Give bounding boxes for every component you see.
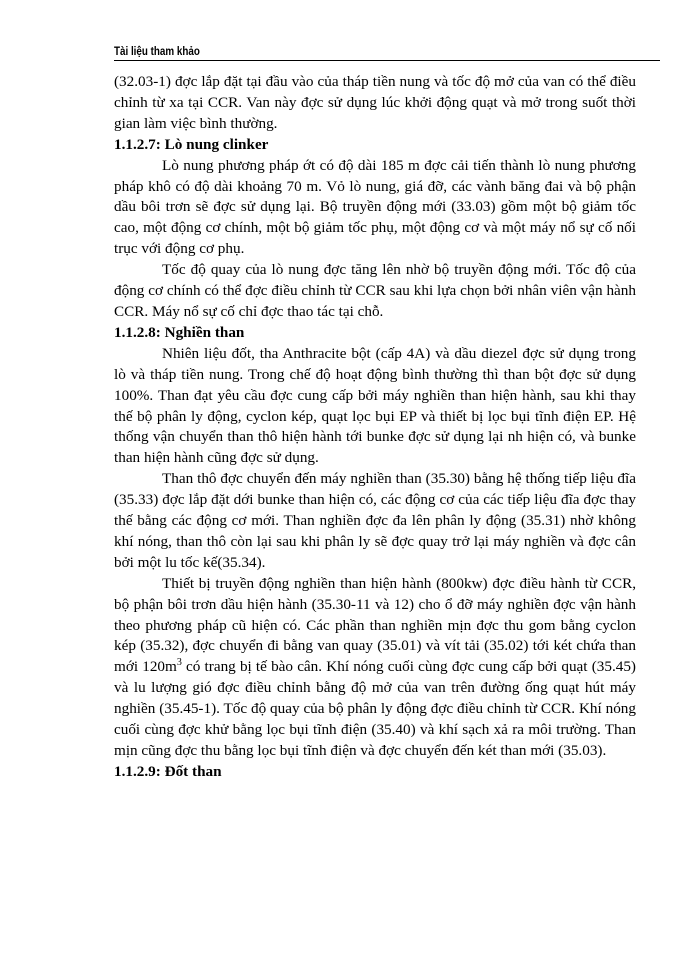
header-title: Tài liệu tham khảo: [114, 44, 200, 58]
section-heading-coal-grinding: 1.1.2.8: Nghiền than: [114, 323, 245, 341]
paragraph-6: [114, 574, 636, 762]
paragraph-6-part-1: Thiết bị truyền động nghiền than hiện hành (800kw) đợc điều hành từ CCR, bộ phận bôi trơn dầu hiện hành (35.30-11 và 12) cho ổ đỡ máy nghiền đợc vận hành theo phương pháp cũ hiện có. Các phần than nghiền mịn đợc thu gom bằng cyclon kép (35.32), đợc chuyển đi bằng van quay (35.01) và vít tải (35.02) tới két chứa than mới 120m: [114, 574, 636, 676]
paragraph-2: Lò nung phương pháp ớt có độ dài 185 m đợc cải tiến thành lò nung phương pháp khô có độ dài khoảng 70 m. Vỏ lò nung, giá đỡ, các vành băng đai và bộ phận dầu bôi trơn sẽ đợc sử dụng lại. Bộ truyền động mới (33.03) gồm một bộ giảm tốc cao, một động cơ chính, một bộ giảm tốc phụ, một động cơ và một máy nổ sự cố nối trục với động cơ phụ.: [114, 156, 636, 258]
section-heading-kiln: 1.1.2.7: Lò nung clinker: [114, 135, 269, 153]
section-heading-coal-burning: 1.1.2.9: Đốt than: [114, 762, 222, 780]
paragraph-1: (32.03-1) đợc lắp đặt tại đầu vào của tháp tiền nung và tốc độ mở của van có thể điều chỉnh từ xa tại CCR. Van này đợc sử dụng lúc khởi động quạt và mở trong suốt thời gian làm việc bình thường.: [114, 73, 636, 132]
paragraph-5: Than thô đợc chuyển đến máy nghiền than (35.30) bằng hệ thống tiếp liệu đĩa (35.33) đợc lắp đặt dới bunke than hiện có, các động cơ của các tiếp liệu đĩa đợc thay thế bằng các động cơ mới. Than nghiền đợc đa lên phân ly động (35.31) nhờ không khí nóng, than thô còn lại sau khi phân ly sẽ đợc quay trở lại máy nghiền và đợc cân bởi một lu tốc kế(35.34).: [114, 470, 636, 571]
paragraph-4: Nhiên liệu đốt, tha Anthracite bột (cấp 4A) và dầu diezel đợc sử dụng trong lò và tháp tiền nung. Trong chế độ hoạt động bình thường thì than bột đợc sử dụng 100%. Than đạt yêu cầu đợc cung cấp bởi máy nghiền than hiện hành, sau khi thay thế bộ phân ly động, cyclon kép, quạt lọc bụi EP và thiết bị lọc bụi tĩnh điện EP. Hệ thống vận chuyển than thô hiện hành tới bunke đợc sử dụng lại nh hiện có, và bunke than hiện hành cũng đợc sử dụng.: [114, 344, 636, 467]
paragraph-3: Tốc độ quay của lò nung đợc tăng lên nhờ bộ truyền động mới. Tốc độ của động cơ chính có thể đợc điều chỉnh từ CCR sau khi lựa chọn bởi nhân viên vận hành CCR. Máy nổ sự cố chỉ đợc thao tác tại chỗ.: [114, 261, 636, 320]
page-header: [114, 42, 660, 61]
document-body: [114, 72, 636, 783]
paragraph-6-part-2: có trang bị tế bào cân. Khí nóng cuối cùng đợc cung cấp bởi quạt (35.45) và lu lượng gió đợc điều chỉnh bằng độ mở của van trên đường ống quạt hút máy nghiền (35.45-1). Tốc độ quay của bộ phân ly động đợc điều chỉnh từ CCR. Khí nóng cuối cùng đợc khử bằng lọc bụi tĩnh điện (35.40) và khí sạch xả ra môi trường. Than mịn cũng đợc thu bằng lọc bụi tĩnh điện và đợc chuyển đến két than mới (35.03).: [114, 658, 636, 759]
superscript-3: 3: [176, 657, 182, 669]
